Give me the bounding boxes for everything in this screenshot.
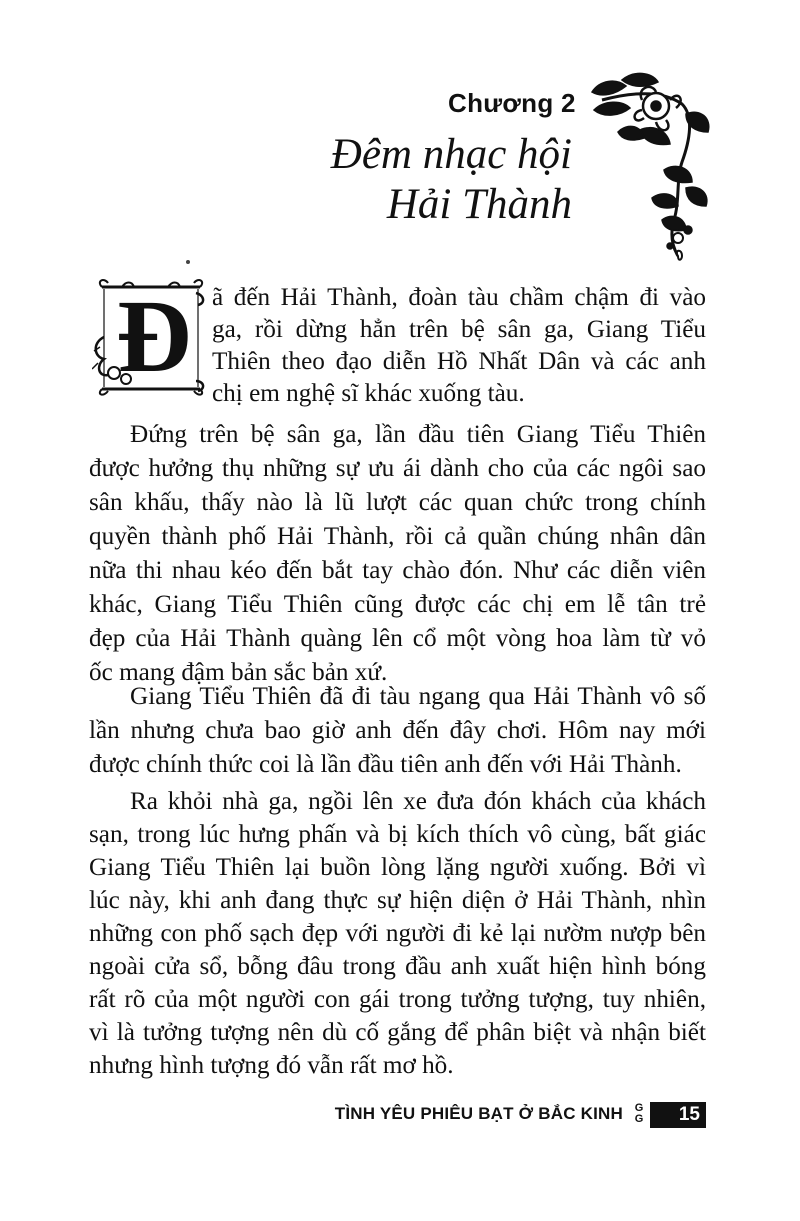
body-line: ngoài cửa sổ, bỗng đâu trong đầu anh xuất hiện hình bóng [89, 953, 706, 980]
body-line: lúc này, khi anh đang thực sự hiện diện ở Hải Thành, nhìn [89, 887, 706, 914]
print-speck [186, 260, 190, 264]
body-line: Giang Tiểu Thiên lại buồn lòng lặng người xuống. Bởi vì [89, 854, 706, 881]
body-line: Giang Tiểu Thiên đã đi tàu ngang qua Hải Thành vô số [130, 683, 706, 710]
body-line: ốc mang đậm bản sắc bản xứ. [89, 659, 388, 686]
body-line: Thiên theo đạo diễn Hồ Nhất Dân và các anh [212, 348, 706, 375]
dropcap-letter: Đ [116, 279, 192, 394]
logo-letter-bottom: G [634, 1113, 644, 1125]
body-line: vì là tưởng tượng nên dù cố gắng để phân biệt và nhận biết [89, 1019, 706, 1046]
body-line: những con phố sạch đẹp với người đi kẻ lại nườm nượp bên [89, 920, 706, 947]
body-line: sạn, trong lúc hưng phấn và bị kích thích vô cùng, bất giác [89, 821, 706, 848]
body-line: khác, Giang Tiểu Thiên cũng được các chị em lễ tân trẻ [89, 591, 706, 618]
publisher-logo-icon [632, 1103, 646, 1127]
logo-letter-top: G [634, 1102, 644, 1114]
body-line: Đứng trên bệ sân ga, lần đầu tiên Giang Tiểu Thiên [130, 421, 706, 448]
chapter-title-line-2: Hải Thành [386, 181, 572, 228]
flower-vine-ornament-icon [582, 70, 714, 262]
body-line: ga, rồi dừng hẳn trên bệ sân ga, Giang Tiểu [212, 316, 706, 343]
chapter-title [300, 130, 572, 230]
body-line: được chính thức coi là lần đầu tiên anh đến với Hải Thành. [89, 751, 682, 778]
body-line: sân khấu, thấy nào là lũ lượt các quan chức trong chính [89, 489, 706, 516]
body-line: chị em nghệ sĩ khác xuống tàu. [212, 380, 525, 407]
body-line: nhưng hình tượng đó vẫn rất mơ hồ. [89, 1052, 454, 1079]
dropcap [92, 277, 210, 397]
body-line: được hưởng thụ những sự ưu ái dành cho của các ngôi sao [89, 455, 706, 482]
chapter-title-line-1: Đêm nhạc hội [330, 131, 572, 178]
page-number: 15 [650, 1102, 706, 1128]
running-title: TÌNH YÊU PHIÊU BẠT Ở BẮC KINH [334, 1104, 623, 1123]
body-line: ã đến Hải Thành, đoàn tàu chầm chậm đi vào [212, 284, 706, 311]
body-line: quyền thành phố Hải Thành, rồi cả quần chúng nhân dân [89, 523, 706, 550]
body-line: đẹp của Hải Thành quàng lên cổ một vòng hoa làm từ vỏ [89, 625, 706, 652]
body-line: lần nhưng chưa bao giờ anh đến đây chơi. Hôm nay mới [89, 717, 706, 744]
chapter-label: Chương 2 [448, 88, 576, 118]
body-line: Ra khỏi nhà ga, ngồi lên xe đưa đón khách của khách [130, 788, 706, 815]
body-line: rất rõ của một người con gái trong tưởng tượng, tuy nhiên, [89, 986, 706, 1013]
body-line: nữa thi nhau kéo đến bắt tay chào đón. Như các diễn viên [89, 557, 706, 584]
